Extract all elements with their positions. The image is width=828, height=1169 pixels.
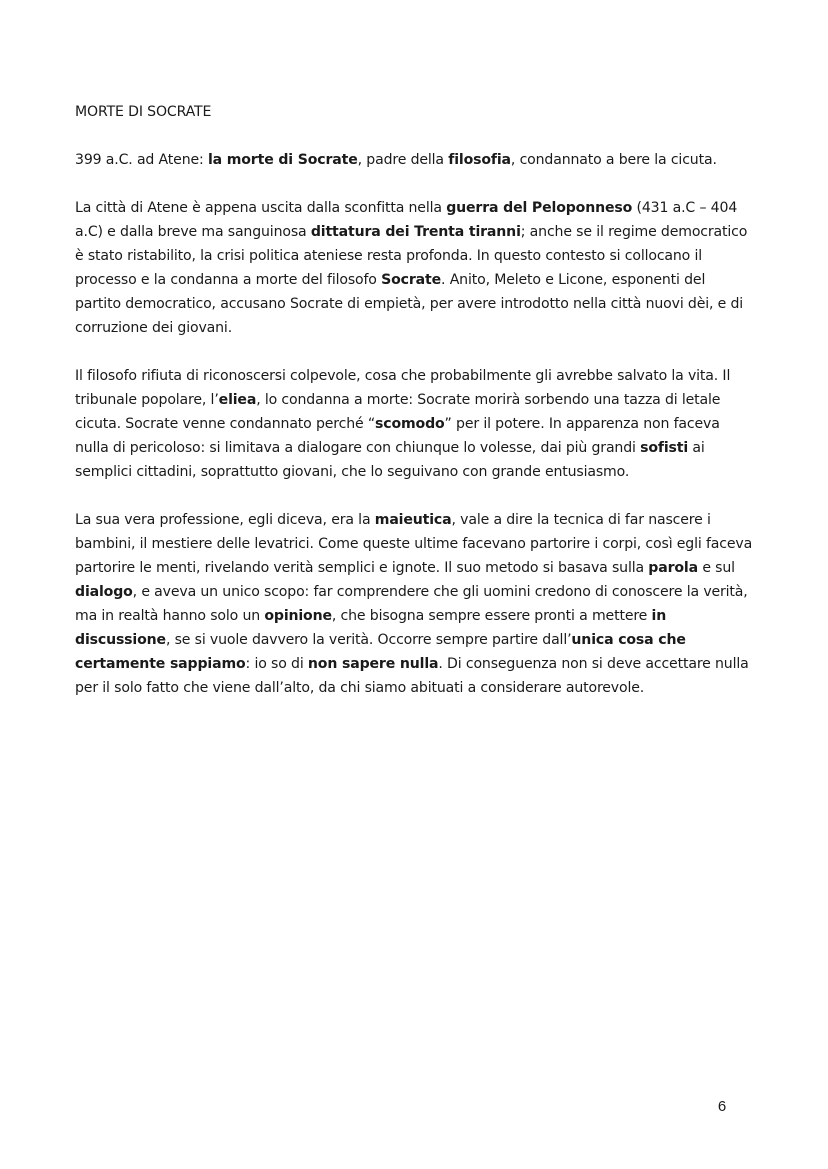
paragraph-trial xyxy=(75,364,755,484)
text-run: ” per il potere. In apparenza non faceva nulla di pericoloso: si limitava a dialogare con chiunque lo volesse, dai più grandi xyxy=(75,416,720,456)
text-run: , condannato a bere la cicuta. xyxy=(510,152,717,168)
text-run: ; anche se il regime democratico è stato ristabilito, la crisi politica ateniese resta profonda. In questo contesto si collocano il processo e la condanna a morte del filosofo xyxy=(75,224,748,288)
bold-text-run: in discussione xyxy=(75,608,667,648)
text-run: , che bisogna sempre essere pronti a mettere xyxy=(331,608,652,624)
page-number: 6 xyxy=(717,1098,727,1115)
document-body xyxy=(75,100,755,724)
bold-text-run: parola xyxy=(648,560,698,576)
bold-text-run: opinione xyxy=(264,608,332,624)
bold-text-run: guerra del Peloponneso xyxy=(446,200,633,216)
paragraph-maieutica xyxy=(75,508,755,700)
text-run: : io so di xyxy=(245,656,308,672)
text-run: , padre della xyxy=(357,152,449,168)
text-run: 399 a.C. ad Atene: xyxy=(75,152,208,168)
bold-text-run: dittatura dei Trenta tiranni xyxy=(310,224,521,240)
text-run: ai semplici cittadini, soprattutto giovani, che lo seguivano con grande entusiasmo. xyxy=(75,440,705,480)
bold-text-run: dialogo xyxy=(75,584,133,600)
bold-text-run: scomodo xyxy=(375,416,445,432)
bold-text-run: unica cosa che certamente sappiamo xyxy=(75,632,686,672)
text-run: . Anito, Meleto e Licone, esponenti del partito democratico, accusano Socrate di empietà, per avere introdotto nella città nuovi dèi, e di corruzione dei giovani. xyxy=(75,272,744,336)
bold-text-run: Socrate xyxy=(381,272,442,288)
bold-text-run: sofisti xyxy=(640,440,689,456)
text-run: La sua vera professione, egli diceva, era la xyxy=(75,512,375,528)
bold-text-run: eliea xyxy=(218,392,257,408)
paragraph-intro xyxy=(75,148,755,172)
bold-text-run: non sapere nulla xyxy=(307,656,439,672)
bold-text-run: la morte di Socrate xyxy=(207,152,358,168)
text-run: , e aveva un unico scopo: far comprendere che gli uomini credono di conoscere la verità, ma in realtà hanno solo un xyxy=(75,584,748,624)
bold-text-run: maieutica xyxy=(374,512,452,528)
bold-text-run: filosofia xyxy=(448,152,511,168)
text-run: . Di conseguenza non si deve accettare nulla per il solo fatto che viene dall’alto, da chi siamo abituati a considerare autorevole. xyxy=(75,656,749,696)
paragraph-context xyxy=(75,196,755,340)
text-run: , vale a dire la tecnica di far nascere i bambini, il mestiere delle levatrici. Come queste ultime facevano partorire i corpi, così egli faceva partorire le menti, rivelando verità semplici e ignote. Il suo metodo si basava sulla xyxy=(75,512,753,576)
text-run: Il filosofo rifiuta di riconoscersi colpevole, cosa che probabilmente gli avrebbe salvato la vita. Il tribunale popolare, l’ xyxy=(75,368,731,408)
text-run: e sul xyxy=(697,560,735,576)
text-run: , se si vuole davvero la verità. Occorre sempre partire dall’ xyxy=(165,632,572,648)
document-title: MORTE DI SOCRATE xyxy=(75,104,212,120)
text-run: (431 a.C – 404 a.C) e dalla breve ma sanguinosa xyxy=(75,200,738,240)
text-run: La città di Atene è appena uscita dalla sconfitta nella xyxy=(75,200,447,216)
text-run: , lo condanna a morte: Socrate morirà sorbendo una tazza di letale cicuta. Socrate venne condannato perché “ xyxy=(75,392,721,432)
